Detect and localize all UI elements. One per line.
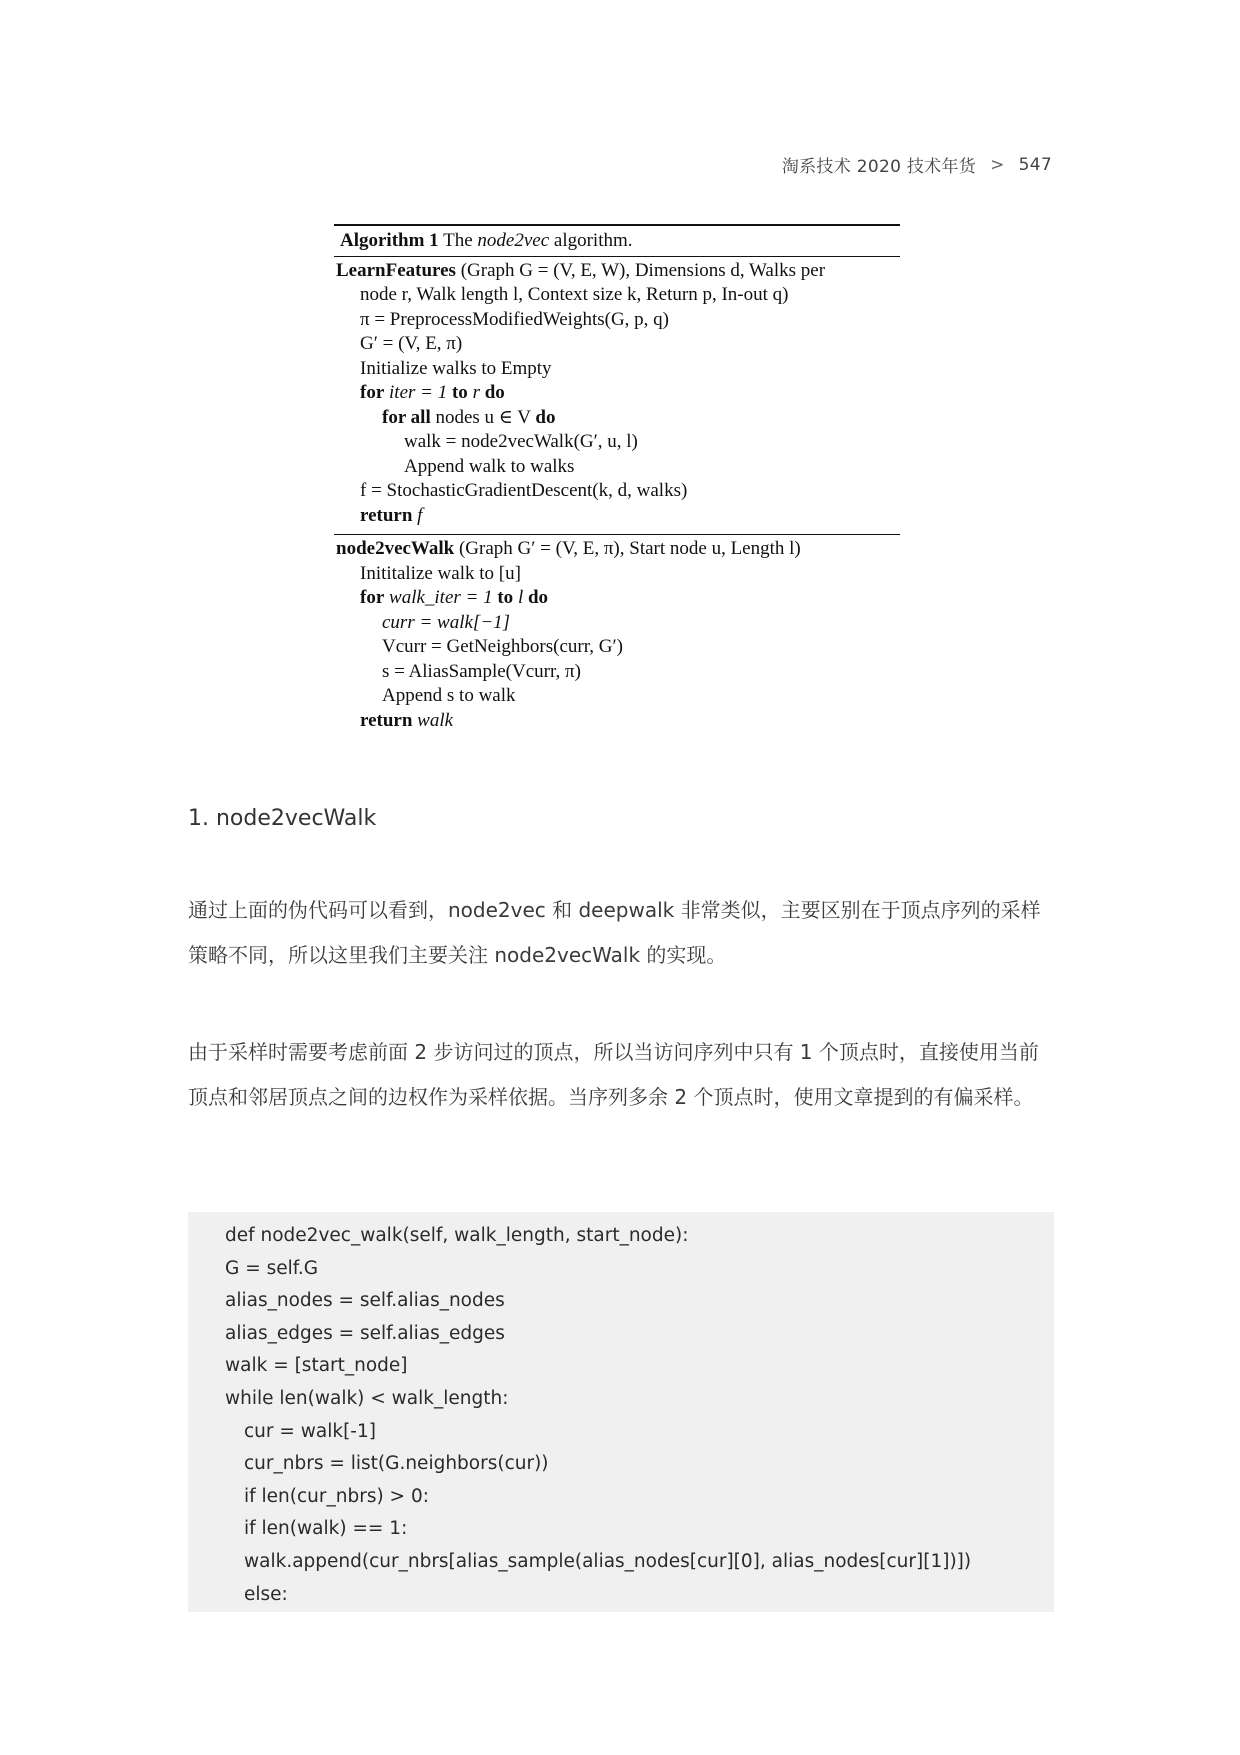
learnfeatures-procedure bbox=[334, 257, 900, 535]
algorithm-caption: Algorithm 1 The node2vec algorithm. bbox=[340, 230, 633, 251]
page-number: 547 bbox=[1018, 154, 1052, 175]
algo-line: Append s to walk bbox=[382, 685, 516, 706]
algo-line: return f bbox=[360, 504, 423, 526]
code-block bbox=[188, 1212, 1054, 1612]
algo-line: for iter = 1 to r do bbox=[360, 382, 505, 403]
algo-line: π = PreprocessModifiedWeights(G, p, q) bbox=[360, 308, 670, 330]
learnfeatures-signature-cont: node r, Walk length l, Context size k, Return p, In-out q) bbox=[360, 284, 789, 305]
code-line: else: bbox=[244, 1583, 288, 1605]
algo-line: walk = node2vecWalk(G′, u, l) bbox=[404, 431, 638, 452]
algo-line: G′ = (V, E, π) bbox=[360, 333, 463, 354]
code-line: if len(walk) == 1: bbox=[244, 1518, 408, 1540]
paragraph: 通过上面的伪代码可以看到，node2vec 和 deepwalk 非常类似，主要区别在于顶点序列的采样策略不同，所以这里我们主要关注 node2vecWalk 的实现。 bbox=[188, 898, 1041, 967]
algo-line: for walk_iter = 1 to l do bbox=[360, 587, 549, 608]
algo-line: Vcurr = GetNeighbors(curr, G′) bbox=[382, 636, 623, 657]
code-line: G = self.G bbox=[225, 1257, 319, 1279]
algo-line: Append walk to walks bbox=[404, 455, 575, 477]
node2vecwalk-procedure bbox=[334, 535, 900, 739]
algorithm-figure bbox=[334, 224, 900, 739]
code-line: cur_nbrs = list(G.neighbors(cur)) bbox=[244, 1453, 549, 1475]
node2vecwalk-signature: node2vecWalk (Graph G′ = (V, E, π), Start node u, Length l) bbox=[336, 538, 801, 559]
header-title: 淘系技术 2020 技术年货 bbox=[781, 157, 977, 177]
code-line: walk = [start_node] bbox=[225, 1355, 408, 1377]
algo-line: for all nodes u ∈ V do bbox=[382, 406, 556, 428]
code-line: alias_edges = self.alias_edges bbox=[225, 1322, 505, 1344]
algo-line: Initialize walks to Empty bbox=[360, 357, 552, 379]
learnfeatures-signature: LearnFeatures (Graph G = (V, E, W), Dimensions d, Walks per bbox=[336, 259, 826, 281]
algo-line: f = StochasticGradientDescent(k, d, walks) bbox=[360, 480, 688, 501]
code-line: if len(cur_nbrs) > 0: bbox=[244, 1485, 429, 1507]
section-title: 1. node2vecWalk bbox=[188, 806, 377, 831]
algo-line: curr = walk[−1] bbox=[382, 611, 511, 633]
code-line: while len(walk) < walk_length: bbox=[225, 1387, 509, 1409]
paragraph: 由于采样时需要考虑前面 2 步访问过的顶点，所以当访问序列中只有 1 个顶点时，直接使用当前顶点和邻居顶点之间的边权作为采样依据。当序列多余 2 个顶点时，使用文章提到的有偏采样。 bbox=[188, 1040, 1039, 1109]
algo-line: Inititalize walk to [u] bbox=[360, 562, 521, 584]
header-separator: > bbox=[990, 154, 1005, 175]
running-header bbox=[782, 152, 1052, 177]
code-line: def node2vec_walk(self, walk_length, start_node): bbox=[225, 1225, 689, 1246]
code-line: cur = walk[-1] bbox=[244, 1420, 376, 1442]
algo-line: return walk bbox=[360, 709, 454, 731]
code-line: alias_nodes = self.alias_nodes bbox=[225, 1290, 505, 1312]
code-line: walk.append(cur_nbrs[alias_sample(alias_nodes[cur][0], alias_nodes[cur][1])]) bbox=[244, 1550, 972, 1572]
algo-line: s = AliasSample(Vcurr, π) bbox=[382, 660, 581, 682]
